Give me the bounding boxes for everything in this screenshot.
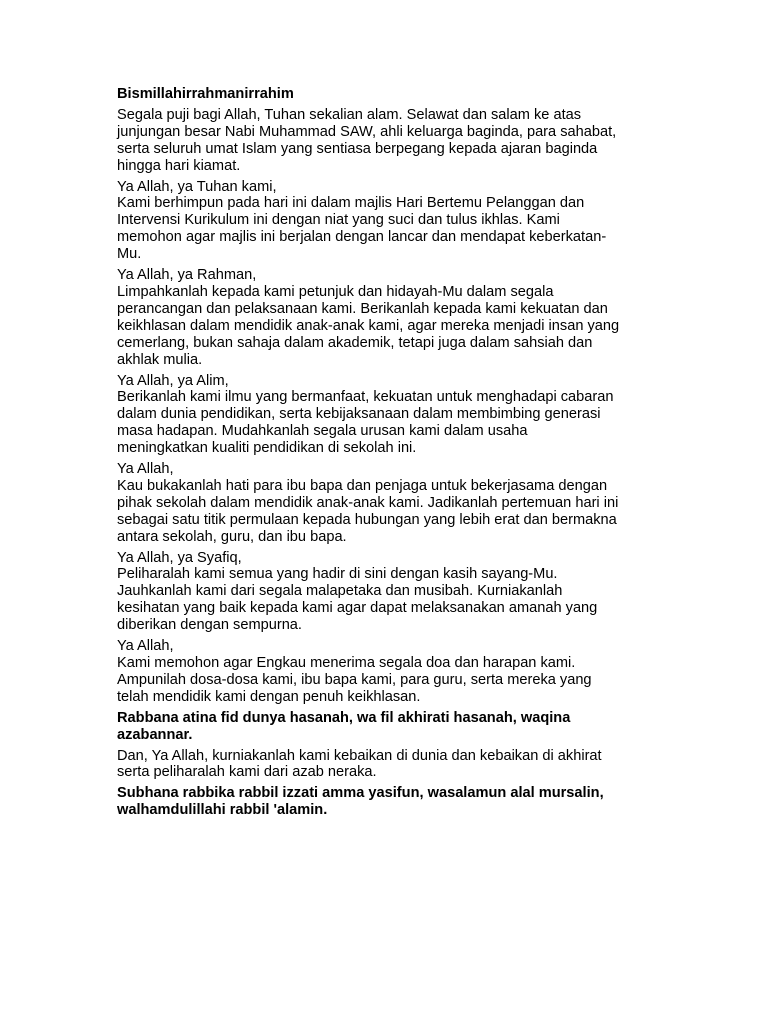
text-line: Subhana rabbika rabbil izzati amma yasifun, wasalamun alal mursalin, [117,785,604,802]
text-line: sebagai satu titik permulaan kepada hubungan yang lebih erat dan bermakna [117,511,617,528]
text-line: Dan, Ya Allah, kurniakanlah kami kebaikan di dunia dan kebaikan di akhirat [117,747,602,764]
text-line: akhlak mulia. [117,351,203,368]
prayer-verse-paragraph [117,710,657,744]
text-line: cemerlang, bukan sahaja dalam akademik, tetapi juga dalam sahsiah dan [117,334,593,351]
text-line: junjungan besar Nabi Muhammad SAW, ahli keluarga baginda, para sahabat, [117,123,617,140]
prayer-paragraph [117,107,657,175]
text-line: Kau bukakanlah hati para ibu bapa dan penjaga untuk bekerjasama dengan [117,477,608,494]
text-line: Mu. [117,246,142,263]
text-line: Ya Allah, ya Alim, [117,372,229,389]
text-line: pihak sekolah dalam mendidik anak-anak kami. Jadikanlah pertemuan hari ini [117,494,619,511]
text-line: antara sekolah, guru, dan ibu bapa. [117,528,347,545]
text-line: Ya Allah, [117,638,174,655]
text-line: Segala puji bagi Allah, Tuhan sekalian alam. Selawat dan salam ke atas [117,106,582,123]
text-line: perancangan dan pelaksanaan kami. Berikanlah kepada kami kekuatan dan [117,300,608,317]
text-line: masa hadapan. Mudahkanlah segala urusan kami dalam usaha [117,423,528,440]
text-line: Jauhkanlah kami dari segala malapetaka dan musibah. Kurniakanlah [117,583,563,600]
text-line: Kami berhimpun pada hari ini dalam majlis Hari Bertemu Pelanggan dan [117,195,585,212]
text-line: Ya Allah, ya Tuhan kami, [117,178,277,195]
document-page [117,86,657,823]
text-line: Kami memohon agar Engkau menerima segala doa dan harapan kami. [117,655,576,671]
text-line: memohon agar majlis ini berjalan dengan lancar dan mendapat keberkatan- [117,229,607,246]
text-line: Ampunilah dosa-dosa kami, ibu bapa kami, para guru, serta mereka yang [117,671,592,688]
prayer-paragraph [117,179,657,264]
text-line: Rabbana atina fid dunya hasanah, wa fil akhirati hasanah, waqina [117,709,571,726]
text-line: diberikan dengan sempurna. [117,617,302,634]
text-line: telah mendidik kami dengan penuh keikhlasan. [117,688,421,705]
text-line: meningkatkan kualiti pendidikan di sekolah ini. [117,440,417,457]
text-line: serta peliharalah kami dari azab neraka. [117,764,377,781]
prayer-paragraph [117,638,657,706]
text-line: Peliharalah kami semua yang hadir di sini dengan kasih sayang-Mu. [117,566,558,583]
text-line: Ya Allah, [117,461,174,478]
text-line: Limpahkanlah kepada kami petunjuk dan hidayah-Mu dalam segala [117,283,554,300]
text-line: kesihatan yang baik kepada kami agar dapat melaksanakan amanah yang [117,600,598,617]
text-line: Ya Allah, ya Rahman, [117,267,257,284]
prayer-verse-paragraph [117,785,657,819]
text-line: dalam dunia pendidikan, serta kebijaksanaan dalam membimbing generasi [117,406,601,423]
text-line: azabannar. [117,726,193,743]
prayer-paragraph [117,461,657,546]
text-line: Ya Allah, ya Syafiq, [117,549,242,566]
text-line: serta seluruh umat Islam yang sentiasa berpegang kepada ajaran baginda [117,140,598,157]
text-line: keikhlasan dalam mendidik anak-anak kami, agar mereka menjadi insan yang [117,317,620,334]
text-line: hingga hari kiamat. [117,157,241,174]
text-line: Intervensi Kurikulum ini dengan niat yang suci dan tulus ikhlas. Kami [117,212,560,229]
prayer-paragraph [117,748,657,782]
text-line: walhamdulillahi rabbil 'alamin. [117,802,328,819]
prayer-paragraph [117,550,657,635]
document-title: Bismillahirrahmanirrahim [117,86,294,102]
document-body [117,107,657,819]
prayer-paragraph [117,373,657,458]
text-line: Berikanlah kami ilmu yang bermanfaat, kekuatan untuk menghadapi cabaran [117,389,614,406]
prayer-paragraph [117,267,657,368]
